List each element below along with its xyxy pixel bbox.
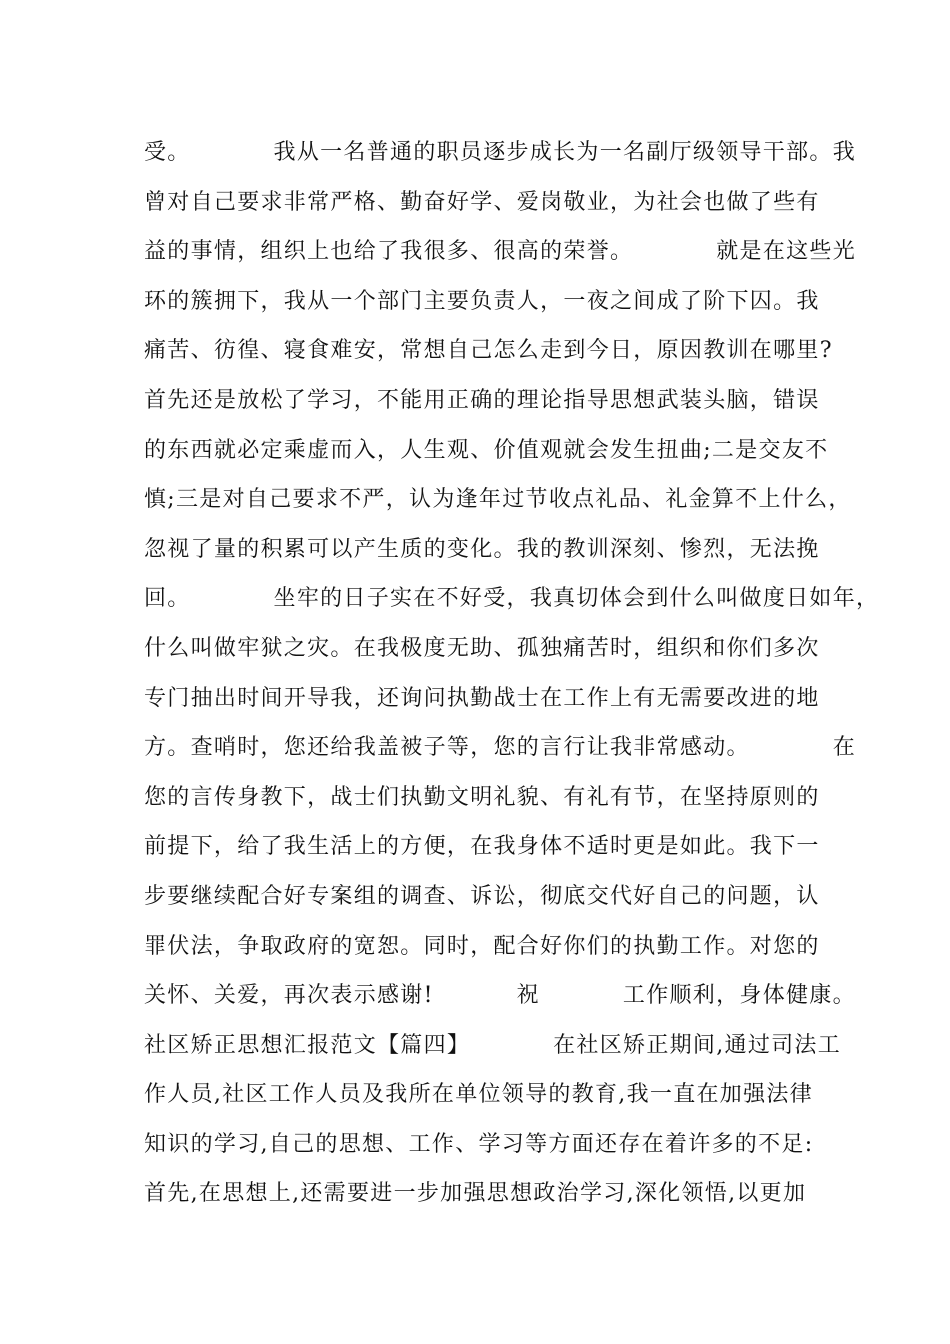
text-line: 您的言传身教下，战士们执勤文明礼貌、有礼有节，在坚持原则的 (144, 784, 820, 810)
text-line: 回。 坐牢的日子实在不好受，我真切体会到什么叫做度日如年， (144, 586, 880, 612)
text-line: 作人员,社区工作人员及我所在单位领导的教育,我一直在加强法律 (144, 1082, 813, 1108)
text-line: 知识的学习,自己的思想、工作、学习等方面还存在着许多的不足: (144, 1131, 814, 1157)
text-line: 慎;三是对自己要求不严，认为逢年过节收点礼品、礼金算不上什么， (144, 487, 852, 513)
text-line: 的东西就必定乘虚而入，人生观、价值观就会发生扭曲;二是交友不 (144, 437, 829, 463)
text-line: 专门抽出时间开导我，还询问执勤战士在工作上有无需要改进的地 (144, 685, 820, 711)
text-line: 步要继续配合好专案组的调查、诉讼，彻底交代好自己的问题，认 (144, 883, 820, 909)
text-line: 罪伏法，争取政府的宽恕。同时，配合好你们的执勤工作。对您的 (144, 933, 820, 959)
text-line: 前提下，给了我生活上的方便，在我身体不适时更是如此。我下一 (144, 834, 820, 860)
text-line: 忽视了量的积累可以产生质的变化。我的教训深刻、惨烈，无法挽 (144, 536, 820, 562)
text-line: 曾对自己要求非常严格、勤奋好学、爱岗敬业，为社会也做了些有 (144, 189, 820, 215)
text-line: 方。查哨时，您还给我盖被子等，您的言行让我非常感动。 在 (144, 735, 857, 761)
text-line: 环的簇拥下，我从一个部门主要负责人，一夜之间成了阶下囚。我 (144, 288, 820, 314)
text-line: 首先,在思想上,还需要进一步加强思想政治学习,深化领悟,以更加 (144, 1181, 807, 1207)
text-line: 什么叫做牢狱之灾。在我极度无助、孤独痛苦时，组织和你们多次 (144, 635, 820, 661)
text-line: 痛苦、彷徨、寝食难安，常想自己怎么走到今日，原因教训在哪里? (144, 338, 833, 364)
text-line: 首先还是放松了学习，不能用正确的理论指导思想武装头脑，错误 (144, 387, 820, 413)
body-text (144, 134, 880, 1225)
section-heading-line: 社区矫正思想汇报范文【篇四】 在社区矫正期间,通过司法工 (144, 1032, 842, 1058)
text-line: 益的事情，组织上也给了我很多、很高的荣誉。 就是在这些光 (144, 239, 857, 265)
text-line: 受。 我从一名普通的职员逐步成长为一名副厅级领导干部。我 (144, 140, 857, 165)
text-line: 关怀、关爱，再次表示感谢! 祝 工作顺利，身体健康。 (144, 983, 856, 1009)
